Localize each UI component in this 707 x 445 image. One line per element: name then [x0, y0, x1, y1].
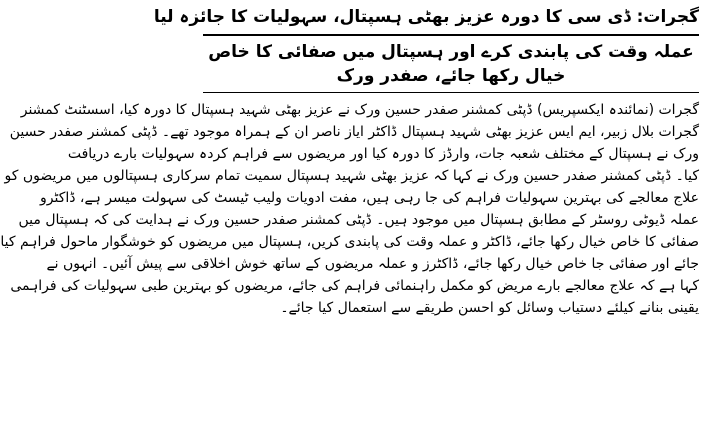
body-line: جائے اور صفائی جا خاص خیال رکھا جائے، ڈاکٹرز و عملہ مریضوں کے ساتھ خوش اخلاقی سے پیش آئیں۔ انہوں نے [46, 256, 699, 272]
body-line: گجرات (نمائندہ ایکسپریس) ڈپٹی کمشنر صفدر حسین ورک نے عزیز بھٹی شہید ہسپتال کا دورہ کیا، اسسٹنٹ کمشنر [20, 102, 699, 118]
body-line: گجرات بلال زبیر، ایم ایس عزیز بھٹی شہید ہسپتال ڈاکٹر ایاز ناصر ان کے ہمراہ موجود تھے۔ ڈپٹی کمشنر صفدر حسین [9, 124, 699, 140]
body-line: صفائی کا خاص خیال رکھا جائے، ڈاکٹر و عملہ وقت کی پابندی کریں، ہسپتال میں مریضوں کو خوشگوار ماحول فراہم کیا [0, 234, 699, 250]
body-line: ورک نے ہسپتال کے مختلف شعبہ جات، وارڈز کا دورہ کیا اور مریضوں سے فراہم کردہ سہولیات بارے دریافت [67, 146, 699, 162]
body-line: علاج معالجے کی بہترین سہولیات فراہم کی جا رہی ہیں، مفت ادویات ولیب ٹیسٹ کی سہولت میسر ہے، ڈاکٹرو [39, 190, 699, 206]
headline-divider [203, 34, 699, 36]
body-line: کہا ہے کہ علاج معالجے بارے مریض کو مکمل راہنمائی فراہم کی جائے، مریضوں کو بہترین طبی سہولیات کی فراہمی [10, 278, 699, 294]
body-line: کیا۔ ڈپٹی کمشنر صفدر حسین ورک نے کہا کہ عزیز بھٹی شہید ہسپتال سمیت تمام سرکاری ہسپتالوں میں مریضوں کو [4, 168, 699, 184]
headline: گجرات: ڈی سی کا دورہ عزیز بھٹی ہسپتال، سہولیات کا جائزہ لیا [153, 7, 699, 27]
subheadline: عملہ وقت کی پابندی کرے اور ہسپتال میں صفائی کا خاص خیال رکھا جائے، صفدر ورک [208, 42, 694, 86]
body-line: یقینی بنانے کیلئے دستیاب وسائل کو احسن طریقے سے استعمال کیا جائے۔ [280, 300, 699, 316]
subheadline-divider [203, 92, 699, 93]
body-line: عملہ ڈیوٹی روسٹر کے مطابق ہسپتال میں موجود ہیں۔ ڈپٹی کمشنر صفدر حسین ورک نے ہدایت کی کہ ہسپتال میں [18, 212, 699, 228]
news-clipping [0, 6, 707, 445]
article-body [0, 99, 699, 319]
